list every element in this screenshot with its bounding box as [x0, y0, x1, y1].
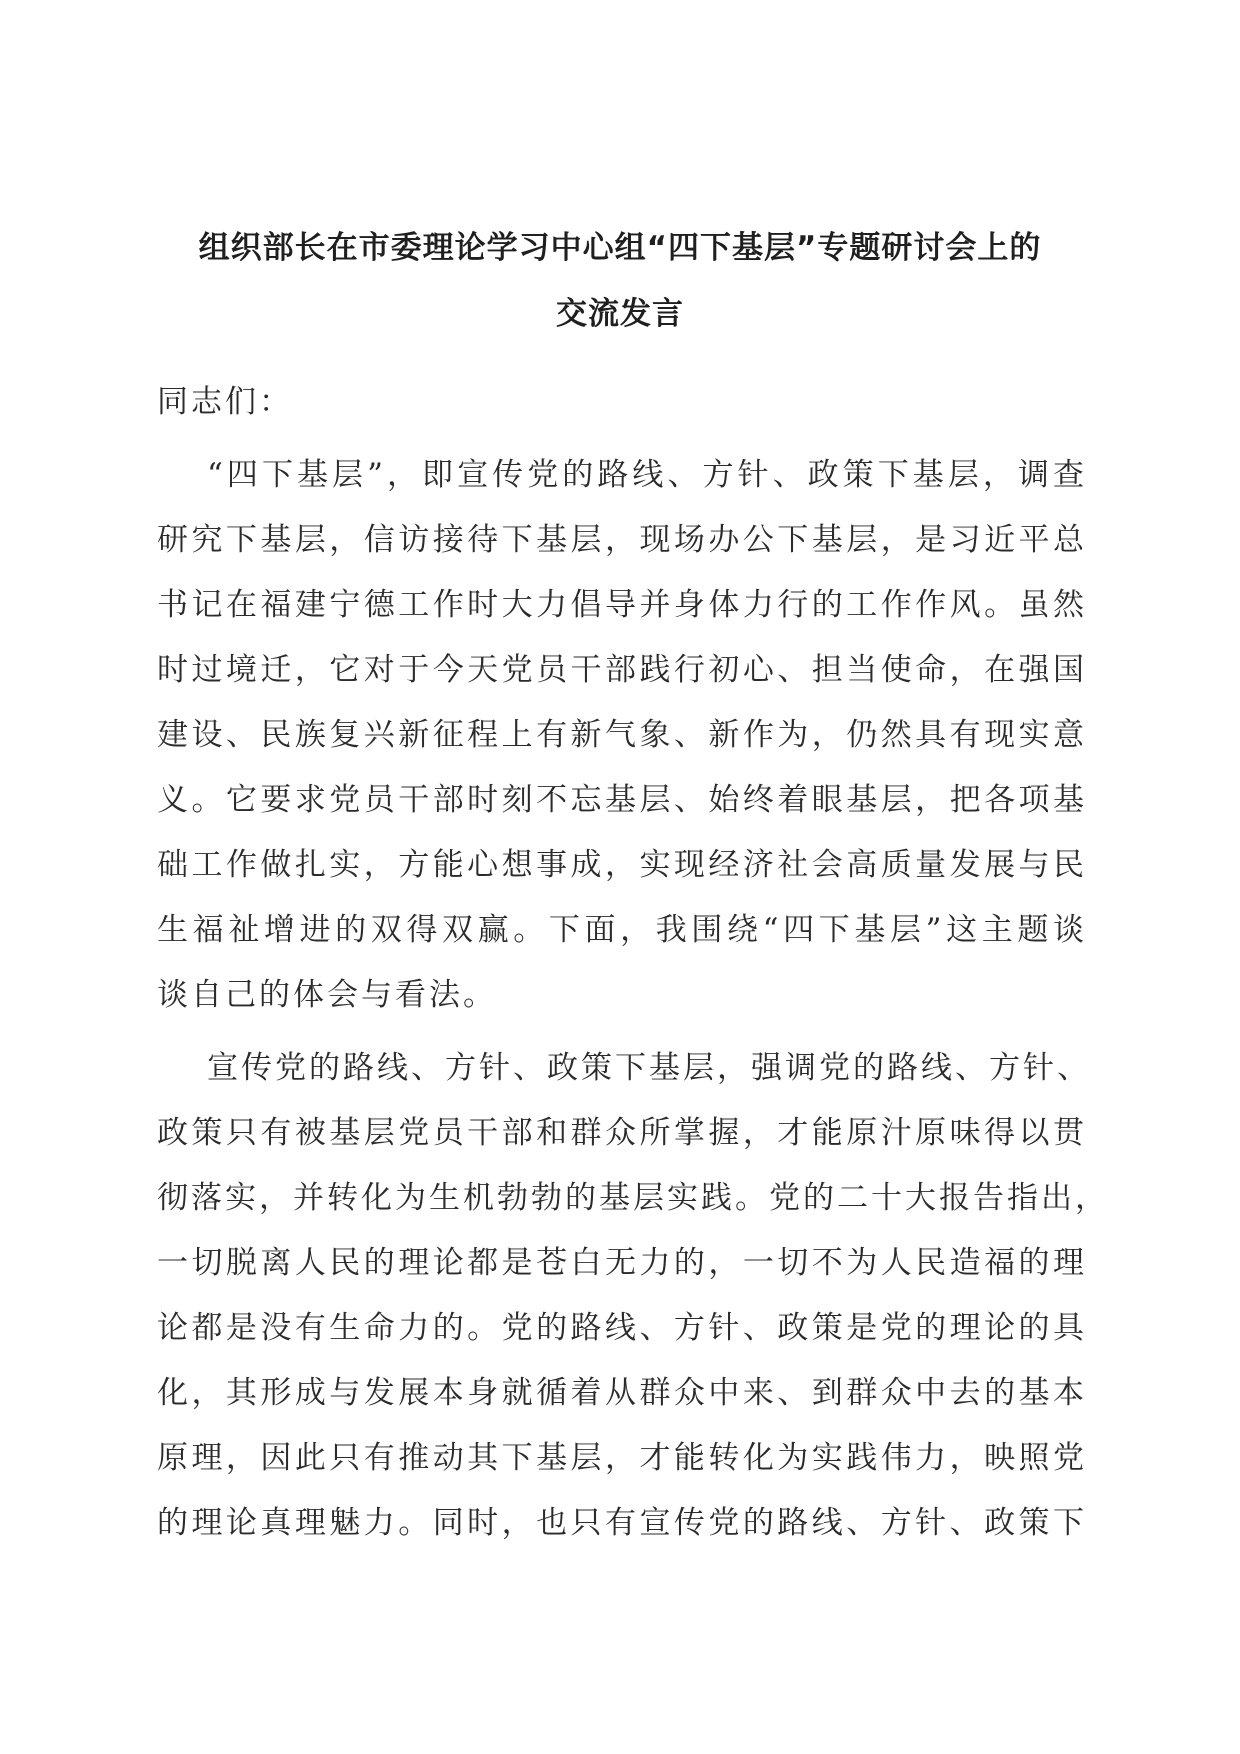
text-line: 论都是没有生命力的。党的路线、方针、政策是党的理论的具: [157, 1310, 1087, 1346]
text-line: 义。它要求党员干部时刻不忘基层、始终着眼基层，把各项基: [157, 782, 1087, 818]
paragraph-2: [157, 1036, 1109, 1556]
text-line: 一切脱离人民的理论都是苍白无力的，一切不为人民造福的理: [157, 1245, 1087, 1281]
text-line: 时过境迁，它对于今天党员干部践行初心、担当使命，在强国: [157, 652, 1087, 688]
text-line: 书记在福建宁德工作时大力倡导并身体力行的工作作风。虽然: [157, 587, 1087, 623]
text-line: 的理论真理魅力。同时，也只有宣传党的路线、方针、政策下: [157, 1505, 1087, 1541]
text-line: 政策只有被基层党员干部和群众所掌握，才能原汁原味得以贯: [157, 1115, 1087, 1151]
title-line: 交流发言: [556, 296, 684, 332]
text-line: 谈自己的体会与看法。: [157, 977, 497, 1013]
document-title: [150, 215, 1090, 347]
text-line: 彻落实，并转化为生机勃勃的基层实践。党的二十大报告指出，: [157, 1180, 1109, 1216]
greeting: 同志们：: [157, 384, 293, 420]
title-line: 组织部长在市委理论学习中心组“四下基层”专题研讨会上的: [198, 230, 1042, 266]
text-line: 建设、民族复兴新征程上有新气象、新作为，仍然具有现实意: [157, 717, 1087, 753]
paragraph-1: [157, 443, 1087, 1028]
text-line: 宣传党的路线、方针、政策下基层，强调党的路线、方针、: [207, 1050, 1091, 1086]
document-body: [157, 370, 1109, 1564]
text-line: 础工作做扎实，方能心想事成，实现经济社会高质量发展与民: [157, 847, 1087, 883]
text-line: “四下基层”，即宣传党的路线、方针、政策下基层，调查: [207, 457, 1087, 493]
text-line: 生福祉增进的双得双赢。下面，我围绕“四下基层”这主题谈: [157, 912, 1087, 948]
text-line: 化，其形成与发展本身就循着从群众中来、到群众中去的基本: [157, 1375, 1087, 1411]
text-line: 原理，因此只有推动其下基层，才能转化为实践伟力，映照党: [157, 1440, 1087, 1476]
text-line: 研究下基层，信访接待下基层，现场办公下基层，是习近平总: [157, 522, 1087, 558]
